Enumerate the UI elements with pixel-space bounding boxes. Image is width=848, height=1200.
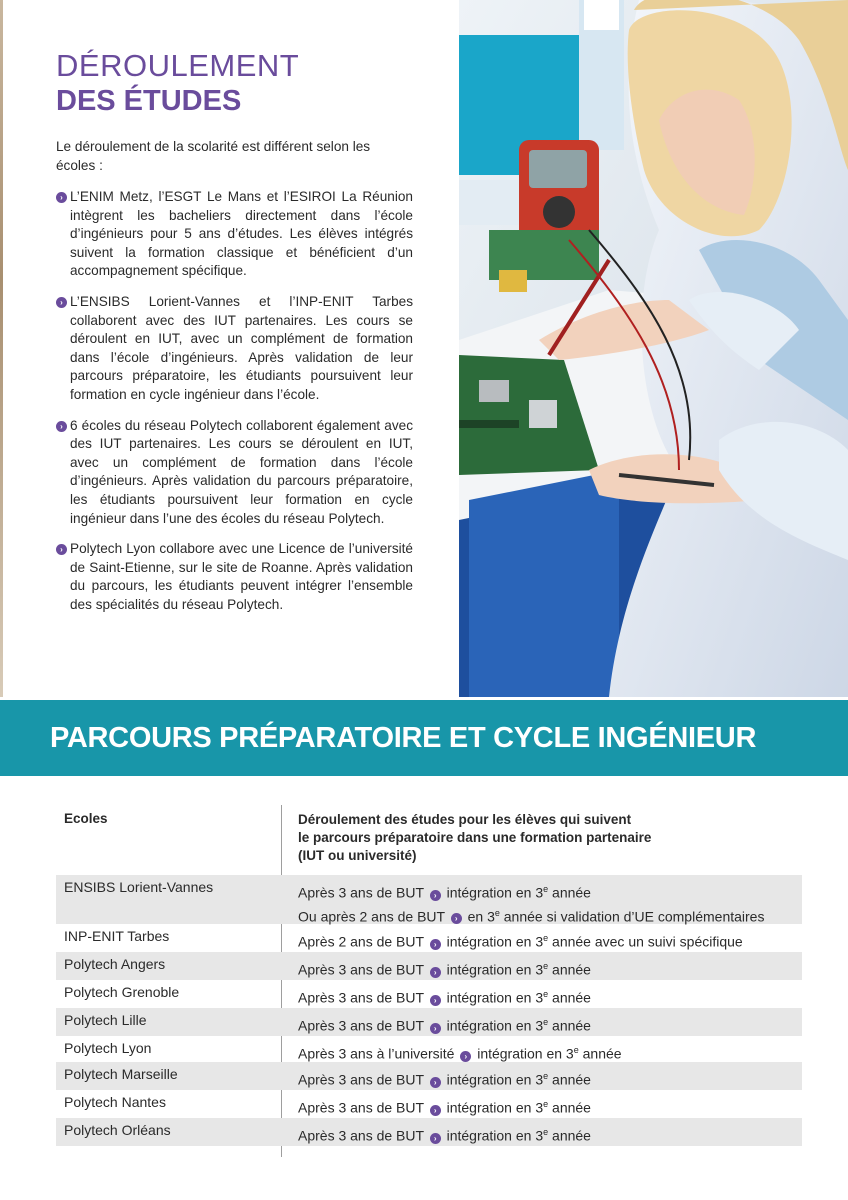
- list-item: [56, 188, 413, 281]
- chevron-right-icon: ›: [430, 939, 441, 950]
- table-row: [56, 1090, 802, 1118]
- chevron-right-icon: ›: [56, 192, 67, 203]
- description-part: intégration en 3: [446, 961, 544, 978]
- bullet-text: L’ENIM Metz, l’ESGT Le Mans et l’ESIROI La Réunion intègrent les bacheliers directement dans l’école d’ingénieurs pour 5 ans d’études. Les élèves intégrés suivent la formation classique et bénéficient d’un accompagnement spécifique.: [70, 189, 413, 279]
- ordinal-suffix: e: [543, 1099, 549, 1109]
- table-row: [56, 1036, 802, 1062]
- chevron-right-icon: ›: [430, 995, 441, 1006]
- description: [298, 928, 743, 952]
- bullet-text: Polytech Lyon collabore avec une Licence de l’université de Saint-Etienne, sur le site de Roanne. Après validation du parcours, les étudiants peuvent intégrer l’ensemble des spécialités du réseau Polytech.: [70, 541, 413, 612]
- ordinal-suffix: e: [543, 989, 549, 999]
- description-part: Après 3 ans de BUT: [298, 1071, 424, 1088]
- ordinal-suffix: e: [543, 933, 549, 943]
- description: [298, 1066, 591, 1090]
- description-part: Après 2 ans de BUT: [298, 933, 424, 950]
- description-part: Après 3 ans à l’université: [298, 1045, 455, 1062]
- school-name: Polytech Grenoble: [64, 984, 180, 1000]
- description: [298, 1040, 622, 1064]
- description-part: année: [548, 1099, 591, 1116]
- description-part: Après 3 ans de BUT: [298, 989, 424, 1006]
- description-part: intégration en 3: [446, 1127, 544, 1144]
- description-part: intégration en 3: [446, 1071, 544, 1088]
- header-schools: Ecoles: [64, 811, 108, 826]
- list-item: [56, 293, 413, 405]
- ordinal-suffix: e: [543, 1127, 549, 1137]
- table-row: [56, 875, 802, 924]
- lab-photo-illustration: [459, 0, 848, 697]
- chevron-right-icon: ›: [451, 913, 462, 924]
- ordinal-suffix: e: [543, 1017, 549, 1027]
- description-part: Ou après 2 ans de BUT: [298, 908, 445, 925]
- lab-photo: [459, 0, 848, 697]
- ordinal-suffix: e: [573, 1045, 579, 1055]
- chevron-right-icon: ›: [430, 1077, 441, 1088]
- description-part: intégration en 3: [446, 989, 544, 1006]
- chevron-right-icon: ›: [56, 421, 67, 432]
- page-title: [56, 50, 299, 116]
- schools-table: [56, 805, 802, 1146]
- chevron-right-icon: ›: [430, 1105, 441, 1116]
- chevron-right-icon: ›: [430, 967, 441, 978]
- table-row: [56, 1008, 802, 1036]
- bullet-text: L’ENSIBS Lorient-Vannes et l’INP-ENIT Tarbes collaborent avec des IUT partenaires. Les cours se déroulent en IUT, avec un complément de formation dans l’école d’ingénieurs. Après validation de leur parcours préparatoire, les étudiants poursuivent leur formation en cycle ingénieur dans l’école.: [70, 293, 413, 402]
- description: [298, 956, 591, 980]
- chevron-right-icon: ›: [430, 1133, 441, 1144]
- school-name: ENSIBS Lorient-Vannes: [64, 879, 214, 895]
- description-part: année avec un suivi spécifique: [548, 933, 743, 950]
- school-name: Polytech Lille: [64, 1012, 147, 1028]
- title-line-1: DÉROULEMENT: [56, 48, 300, 83]
- intro-text: Le déroulement de la scolarité est différent selon les écoles :: [56, 139, 371, 173]
- description: [298, 1122, 591, 1146]
- description: [298, 879, 764, 926]
- school-name: Polytech Orléans: [64, 1122, 171, 1138]
- table-row: [56, 952, 802, 980]
- section-banner: [0, 700, 848, 776]
- header-description: [298, 811, 651, 865]
- description: [298, 1012, 591, 1036]
- description-part: année: [578, 1045, 622, 1062]
- table-row: [56, 980, 802, 1008]
- list-item: [56, 417, 413, 529]
- header-line-1: Déroulement des études pour les élèves qui suivent: [298, 812, 632, 827]
- header-line-3: (IUT ou université): [298, 848, 417, 863]
- description-part: intégration en 3: [446, 884, 544, 901]
- section-heading: PARCOURS PRÉPARATOIRE ET CYCLE INGÉNIEUR: [50, 722, 757, 754]
- school-name: Polytech Angers: [64, 956, 166, 972]
- description-part: Après 3 ans de BUT: [298, 1099, 424, 1116]
- chevron-right-icon: ›: [460, 1051, 471, 1062]
- table-header: [56, 805, 802, 875]
- description-part: en 3: [467, 908, 495, 925]
- description-part: Après 3 ans de BUT: [298, 1127, 424, 1144]
- table-row: [56, 924, 802, 952]
- ordinal-suffix: e: [543, 961, 549, 971]
- school-name: Polytech Nantes: [64, 1094, 166, 1110]
- chevron-right-icon: ›: [56, 297, 67, 308]
- description-part: année: [548, 1017, 591, 1034]
- chevron-right-icon: ›: [56, 544, 67, 555]
- description-part: Après 3 ans de BUT: [298, 961, 424, 978]
- table-row: [56, 1062, 802, 1090]
- description-part: intégration en 3: [446, 1017, 544, 1034]
- title-line-2: DES ÉTUDES: [56, 85, 242, 117]
- description-part: année: [548, 961, 591, 978]
- ordinal-suffix: e: [543, 1071, 549, 1081]
- description-part: intégration en 3: [477, 1045, 574, 1062]
- header-line-2: le parcours préparatoire dans une formation partenaire: [298, 830, 652, 845]
- school-name: Polytech Lyon: [64, 1040, 152, 1056]
- description-part: année: [548, 989, 591, 1006]
- description-part: année: [548, 884, 591, 901]
- description-part: année: [548, 1127, 591, 1144]
- left-edge-strip: [0, 0, 3, 697]
- description-part: année: [548, 1071, 591, 1088]
- ordinal-suffix: e: [494, 907, 500, 918]
- description: [298, 1094, 591, 1118]
- description-part: intégration en 3: [446, 933, 544, 950]
- table-row: [56, 1118, 802, 1146]
- ordinal-suffix: e: [543, 884, 549, 894]
- description-part: année si validation d’UE complémentaires: [499, 908, 765, 925]
- list-item: [56, 540, 413, 614]
- bullet-text: 6 écoles du réseau Polytech collaborent également avec des IUT partenaires. Les cours se déroulent en IUT, avec un complément de formation dans l’école d’ingénieurs. Après validation du parcours préparatoire, les étudiants poursuivent leur formation en cycle ingénieur dans l’une des écoles du réseau Polytech.: [70, 417, 413, 526]
- school-name: INP-ENIT Tarbes: [64, 928, 170, 944]
- description: [298, 984, 591, 1008]
- school-name: Polytech Marseille: [64, 1066, 178, 1082]
- description-part: intégration en 3: [446, 1099, 544, 1116]
- chevron-right-icon: ›: [430, 1023, 441, 1034]
- chevron-right-icon: ›: [430, 890, 441, 901]
- description-part: Après 3 ans de BUT: [298, 884, 424, 901]
- bullet-list: [56, 188, 413, 626]
- description-part: Après 3 ans de BUT: [298, 1017, 424, 1034]
